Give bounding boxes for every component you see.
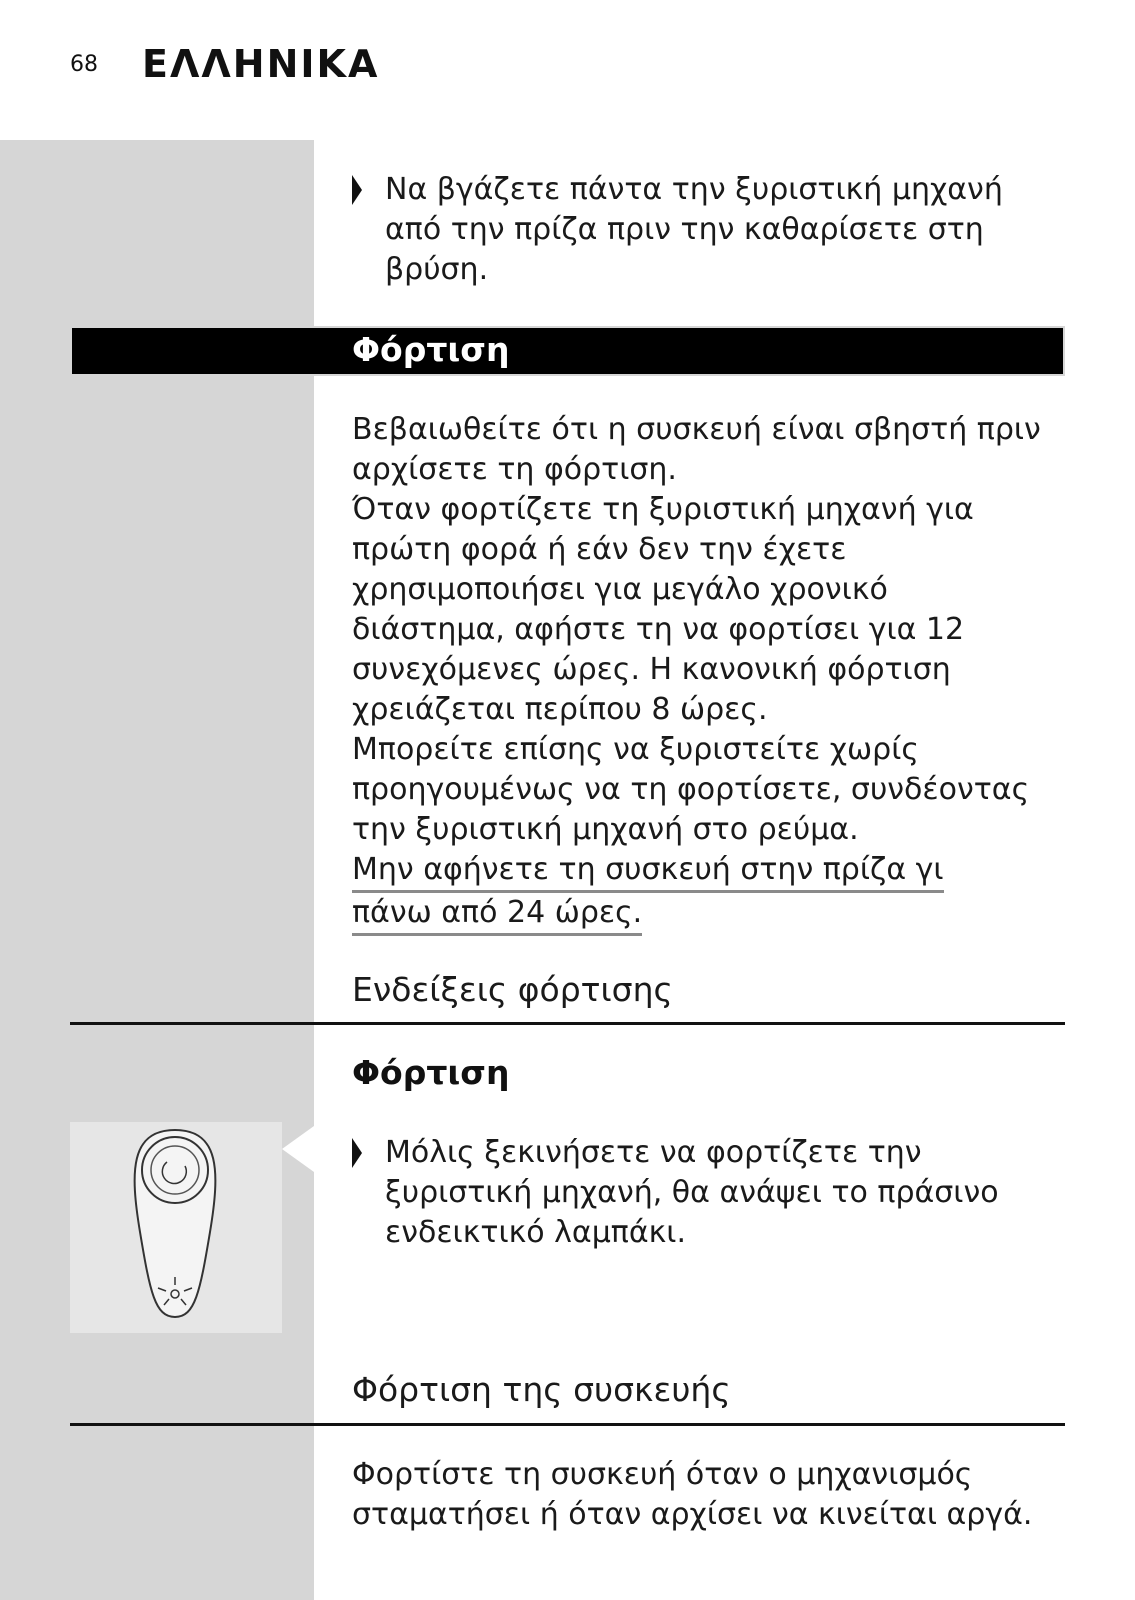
divider — [70, 1423, 1065, 1426]
intro-line: Να βγάζετε πάντα την ξυριστική μηχανή — [385, 172, 1003, 207]
bullet-line: ξυριστική μηχανή, θα ανάψει το πράσινο — [385, 1175, 999, 1210]
intro-line: από την πρίζα πριν την καθαρίσετε στη — [385, 212, 984, 247]
paragraph-line: Βεβαιωθείτε ότι η συσκευή είναι σβηστή πριν — [352, 412, 1041, 447]
charging-paragraph — [352, 410, 1072, 936]
paragraph-line: Όταν φορτίζετε τη ξυριστική μηχανή για — [352, 492, 974, 527]
paragraph-line: χρησιμοποιήσει για μεγάλο χρονικό — [352, 572, 888, 607]
paragraph-line: πρώτη φορά ή εάν δεν την έχετε — [352, 532, 847, 567]
section-bar — [70, 326, 1065, 376]
paragraph-line: Μπορείτε επίσης να ξυριστείτε χωρίς — [352, 732, 919, 767]
charging-device-paragraph — [352, 1455, 1072, 1535]
callout-pointer — [282, 1126, 316, 1172]
warning-line: πάνω από 24 ώρες. — [352, 893, 642, 936]
page-number: 68 — [70, 52, 98, 77]
shaver-charging-light-icon — [70, 1122, 282, 1333]
bullet-line: Μόλις ξεκινήσετε να φορτίζετε την — [385, 1135, 922, 1170]
bullet-line: ενδεικτικό λαμπάκι. — [385, 1215, 686, 1250]
indications-subheading: Φόρτιση — [352, 1053, 510, 1092]
bullet-arrow-icon — [352, 175, 362, 205]
charging-device-heading: Φόρτιση της συσκευής — [352, 1370, 731, 1409]
warning-line: Μην αφήνετε τη συσκευή στην πρίζα γι — [352, 850, 944, 893]
paragraph-line: προηγουμένως να τη φορτίσετε, συνδέοντας — [352, 772, 1030, 807]
paragraph-line: χρειάζεται περίπου 8 ώρες. — [352, 692, 768, 727]
paragraph-line: την ξυριστική μηχανή στο ρεύμα. — [352, 812, 859, 847]
section-title: Φόρτιση — [352, 330, 510, 369]
paragraph-line: σταματήσει ή όταν αρχίσει να κινείται αργά. — [352, 1497, 1033, 1532]
divider — [70, 1022, 1065, 1025]
page-language-title: ΕΛΛΗΝΙΚΑ — [142, 42, 380, 86]
intro-bullet — [352, 170, 1072, 290]
paragraph-line: αρχίσετε τη φόρτιση. — [352, 452, 677, 487]
illustration-box — [70, 1122, 282, 1333]
paragraph-line: διάστημα, αφήστε τη να φορτίσει για 12 — [352, 612, 965, 647]
indications-heading: Ενδείξεις φόρτισης — [352, 970, 673, 1009]
paragraph-line: Φορτίστε τη συσκευή όταν ο μηχανισμός — [352, 1457, 973, 1492]
paragraph-line: συνεχόμενες ώρες. Η κανονική φόρτιση — [352, 652, 951, 687]
indications-bullet — [352, 1133, 1072, 1253]
bullet-arrow-icon — [352, 1138, 362, 1168]
intro-line: βρύση. — [385, 252, 489, 287]
